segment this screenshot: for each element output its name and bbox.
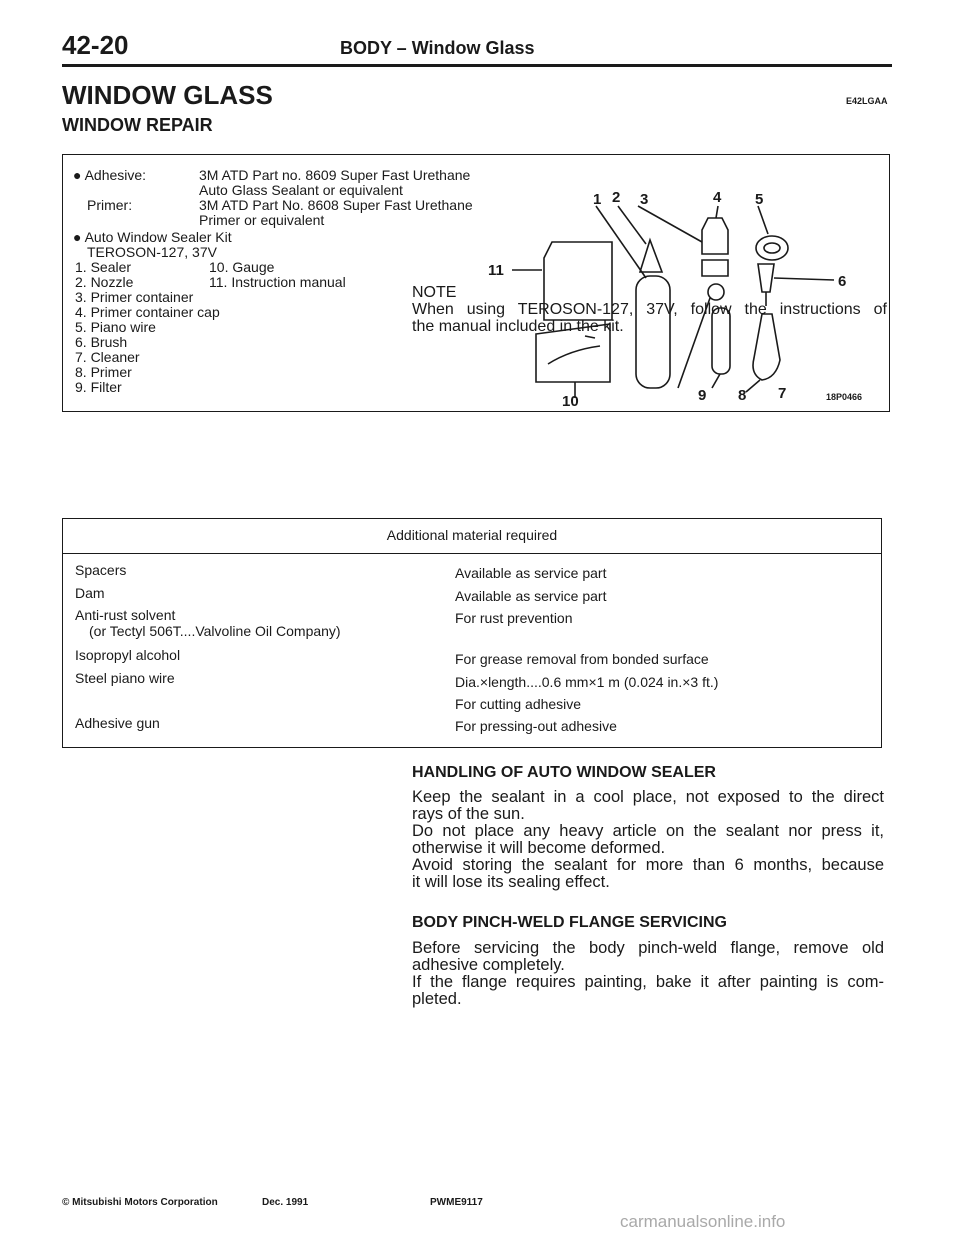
table-cell-use: For pressing-out adhesive [455,718,617,734]
figure-label-1: 1 [593,191,602,208]
figure-label-6: 6 [838,273,847,290]
table-cell-item: Anti-rust solvent [75,607,176,623]
flange-heading: BODY PINCH-WELD FLANGE SERVICING [412,914,727,931]
table-cell-item: Isopropyl alcohol [75,647,181,663]
text-line: adhesive completely. [412,956,565,974]
text-line: Keep the sealant in a cool place, not exposed to the direct [412,788,884,806]
figure-label-2: 2 [612,189,621,206]
table-cell-item: Steel piano wire [75,670,175,686]
table-cell-item: Adhesive gun [75,715,160,731]
primer-line-2: Primer or equivalent [199,212,325,228]
footer-date: Dec. 1991 [262,1197,309,1208]
piano-wire-drawing [756,206,788,260]
text-line: otherwise it will become deformed. [412,839,666,857]
figure-label-7: 7 [778,385,787,402]
part-item: 11. Instruction manual [209,274,346,290]
note-line-2: the manual included in the kit. [412,318,624,335]
table-cell-item: Dam [75,585,105,601]
part-item: 3. Primer container [75,289,194,305]
footer-code: PWME9117 [430,1197,483,1208]
text-line: pleted. [412,990,462,1008]
figure-label-8: 8 [738,387,747,404]
part-item: 5. Piano wire [75,319,156,335]
table-header: Additional material required [63,519,881,554]
part-item: 6. Brush [75,334,128,350]
section-subtitle: WINDOW REPAIR [62,115,213,135]
part-item: 1. Sealer [75,259,132,275]
flange-paragraph [412,940,884,1008]
table-cell-use: Available as service part [455,588,607,604]
note-block [412,284,887,335]
figure-label-9: 9 [698,387,707,404]
figure-label-10: 10 [562,393,579,408]
additional-material-table [62,518,882,748]
gauge-drawing [536,324,610,398]
table-cell-use: For grease removal from bonded surface [455,651,709,667]
table-cell-use-detail: For cutting adhesive [455,696,582,712]
table-cell-use: Dia.×length....0.6 mm×1 m (0.024 in.×3 ft.) [455,674,719,690]
page-number: 42-20 [62,30,129,60]
running-title: BODY – Window Glass [340,38,535,58]
handling-paragraph [412,789,884,891]
part-item: 10. Gauge [209,259,275,275]
handling-heading: HANDLING OF AUTO WINDOW SEALER [412,764,716,781]
primer-label: Primer: [87,197,133,213]
primer-line-1: 3M ATD Part No. 8608 Super Fast Urethane [199,197,473,213]
table-cell-use: For rust prevention [455,610,573,626]
part-item: 2. Nozzle [75,274,134,290]
text-line: Avoid storing the sealant for more than 6 months, because [412,856,884,874]
text-line: rays of the sun. [412,805,525,823]
text-line: it will lose its sealing effect. [412,873,610,891]
note-line-1: When using TEROSON-127, 37V, follow the instructions of [412,301,887,318]
figure-code: 18P0466 [826,392,863,402]
kit-line-2: TEROSON-127, 37V [87,244,217,260]
table-cell-item: Spacers [75,562,127,578]
part-item: 9. Filter [75,379,122,395]
adhesive-line-2: Auto Glass Sealant or equivalent [199,182,403,198]
adhesive-line-1: 3M ATD Part no. 8609 Super Fast Urethane [199,167,471,183]
part-item: 7. Cleaner [75,349,140,365]
figure-label-3: 3 [640,191,649,208]
text-line: If the flange requires painting, bake it after painting is com- [412,973,884,991]
footer-copyright: © Mitsubishi Motors Corporation [62,1197,218,1208]
watermark: carmanualsonline.info [620,1212,786,1231]
text-line: Do not place any heavy article on the sealant nor press it, [412,822,884,840]
figure-label-11: 11 [488,262,504,279]
text-line: Before servicing the body pinch-weld flange, remove old [412,939,884,957]
table-cell-item-detail: (or Tectyl 506T....Valvoline Oil Company) [89,623,341,639]
part-item: 8. Primer [75,364,132,380]
header-rule [62,64,892,67]
adhesive-label: ● Adhesive: [73,167,147,183]
section-code: E42LGAA [846,96,888,106]
section-title: WINDOW GLASS [62,80,273,110]
part-item: 4. Primer container cap [75,304,220,320]
table-cell-use: Available as service part [455,565,607,581]
note-heading: NOTE [412,284,457,301]
figure-label-4: 4 [713,189,722,206]
figure-label-5: 5 [755,191,764,208]
kit-line-1: ● Auto Window Sealer Kit [73,229,232,245]
